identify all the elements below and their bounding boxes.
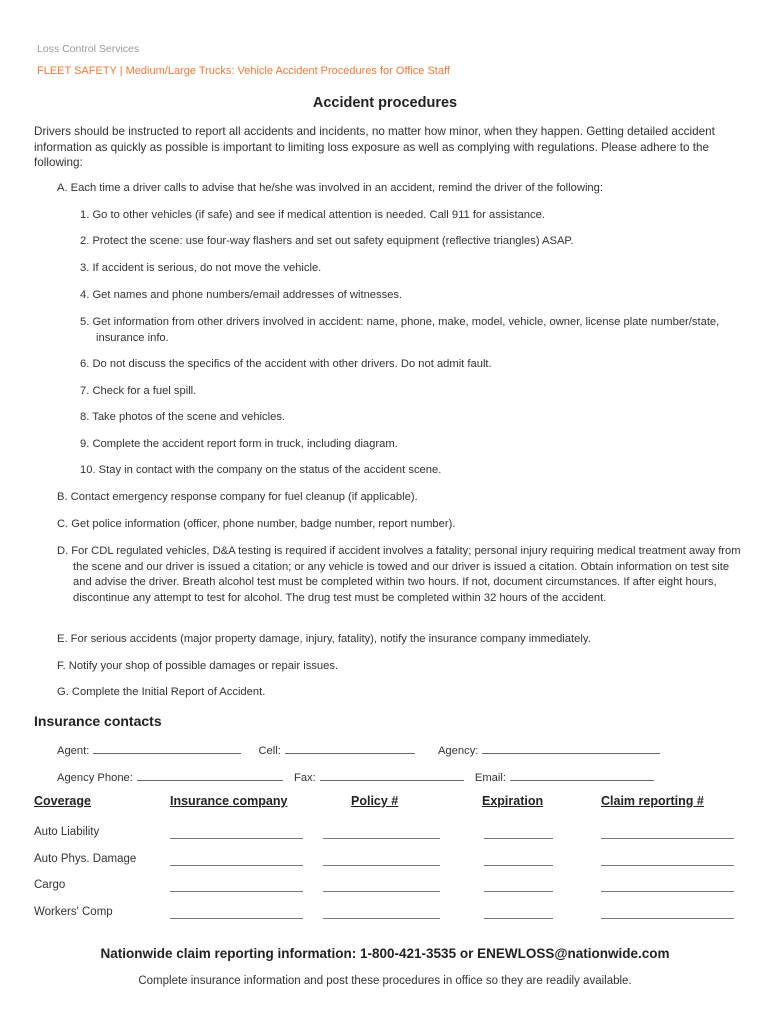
agent-field[interactable]: [93, 742, 241, 754]
sub-item: 4. Get names and phone numbers/email addresses of witnesses.: [80, 289, 403, 301]
insurance-contacts-heading: Insurance contacts: [34, 713, 162, 729]
sub-item: 3. If accident is serious, do not move the vehicle.: [80, 262, 322, 274]
coverage-label: Auto Phys. Damage: [34, 853, 137, 865]
coverage-label: Auto Liability: [34, 826, 100, 838]
insurance-company-field[interactable]: [170, 865, 303, 866]
sub-item: 8. Take photos of the scene and vehicles.: [80, 411, 286, 423]
insurance-company-field[interactable]: [170, 918, 303, 919]
table-row: [34, 906, 744, 922]
claim-reporting-field[interactable]: [601, 838, 734, 839]
sub-item: 6. Do not discuss the specifics of the accident with other drivers. Do not admit fault.: [80, 358, 492, 370]
fax-field[interactable]: [320, 769, 464, 781]
column-header-insurance-company: Insurance company: [170, 794, 288, 808]
insurance-company-field[interactable]: [170, 891, 303, 892]
agency-phone-field[interactable]: [137, 769, 283, 781]
list-item: D. For CDL regulated vehicles, D&A testing is required if accident involves a fatality; personal injury requiring medical treatment away from the scene and our driver is issued a citation; or any vehicle is towed and our driver is issued a citation. Obtain information on test site and advise the driver. Breath alcohol test must be completed within two hours. If not, document circumstances. If after eight hours, discontinue any attempt to test for alcohol. The drug test must be completed within 32 hours of the accident.: [57, 545, 741, 604]
list-item: F. Notify your shop of possible damages or repair issues.: [57, 660, 339, 672]
list-item: G. Complete the Initial Report of Accident.: [57, 686, 266, 698]
cell-field[interactable]: [285, 742, 415, 754]
sub-item: 7. Check for a fuel spill.: [80, 385, 197, 397]
claim-reporting-info: Nationwide claim reporting information: 1-800-421-3535 or ENEWLOSS@nationwide.com: [100, 946, 670, 961]
contact-row-1: [57, 742, 660, 757]
policy-field[interactable]: [323, 891, 440, 892]
policy-field[interactable]: [323, 865, 440, 866]
coverage-label: Cargo: [34, 879, 66, 891]
claim-reporting-field[interactable]: [601, 865, 734, 866]
claim-reporting-field[interactable]: [601, 918, 734, 919]
expiration-field[interactable]: [484, 891, 553, 892]
sub-item: 9. Complete the accident report form in truck, including diagram.: [80, 438, 398, 450]
column-header-claim-reporting: Claim reporting #: [601, 794, 704, 808]
company-header: Loss Control Services: [37, 43, 140, 55]
column-header-expiration: Expiration: [482, 794, 544, 808]
column-header-coverage: Coverage: [34, 794, 91, 808]
page-title: Accident procedures: [312, 95, 458, 111]
agency-label: Agency:: [437, 745, 479, 757]
agency-field[interactable]: [482, 742, 660, 754]
sub-item: 2. Protect the scene: use four-way flashers and set out safety equipment (reflective triangles) ASAP.: [80, 235, 574, 247]
coverage-label: Workers' Comp: [34, 906, 113, 918]
cell-label: Cell:: [258, 745, 281, 757]
footer-note: Complete insurance information and post these procedures in office so they are readily available.: [138, 975, 632, 987]
email-field[interactable]: [510, 769, 654, 781]
list-item: B. Contact emergency response company for fuel cleanup (if applicable).: [57, 491, 418, 503]
sub-item: 5. Get information from other drivers involved in accident: name, phone, make, model, vehicle, owner, license plate number/state, insurance info.: [80, 316, 720, 344]
column-header-policy: Policy #: [351, 794, 399, 808]
expiration-field[interactable]: [484, 838, 553, 839]
policy-field[interactable]: [323, 838, 440, 839]
intro-paragraph: Drivers should be instructed to report all accidents and incidents, no matter how minor, when they happen. Getting detailed accident information as quickly as possible is important to limiting loss exposure as well as complying with regulations. Please adhere to the following:: [34, 125, 715, 169]
contact-row-2: [57, 769, 654, 784]
sub-item: 1. Go to other vehicles (if safe) and see if medical attention is needed. Call 911 for assistance.: [80, 209, 545, 221]
table-row: [34, 879, 744, 895]
claim-reporting-field[interactable]: [601, 891, 734, 892]
expiration-field[interactable]: [484, 865, 553, 866]
fax-label: Fax:: [294, 772, 316, 784]
table-row: [34, 826, 744, 842]
table-row: [34, 853, 744, 869]
document-subtitle: FLEET SAFETY | Medium/Large Trucks: Vehicle Accident Procedures for Office Staff: [37, 65, 450, 77]
insurance-company-field[interactable]: [170, 838, 303, 839]
sub-item: 10. Stay in contact with the company on the status of the accident scene.: [80, 464, 442, 476]
list-item: E. For serious accidents (major property damage, injury, fatality), notify the insurance company immediately.: [57, 633, 591, 645]
agent-label: Agent:: [57, 745, 90, 757]
email-label: Email:: [474, 772, 506, 784]
list-item-a: A. Each time a driver calls to advise that he/she was involved in an accident, remind the driver of the following:: [57, 182, 603, 194]
agency-phone-label: Agency Phone:: [57, 772, 133, 784]
expiration-field[interactable]: [484, 918, 553, 919]
list-item: C. Get police information (officer, phone number, badge number, report number).: [57, 518, 456, 530]
policy-field[interactable]: [323, 918, 440, 919]
